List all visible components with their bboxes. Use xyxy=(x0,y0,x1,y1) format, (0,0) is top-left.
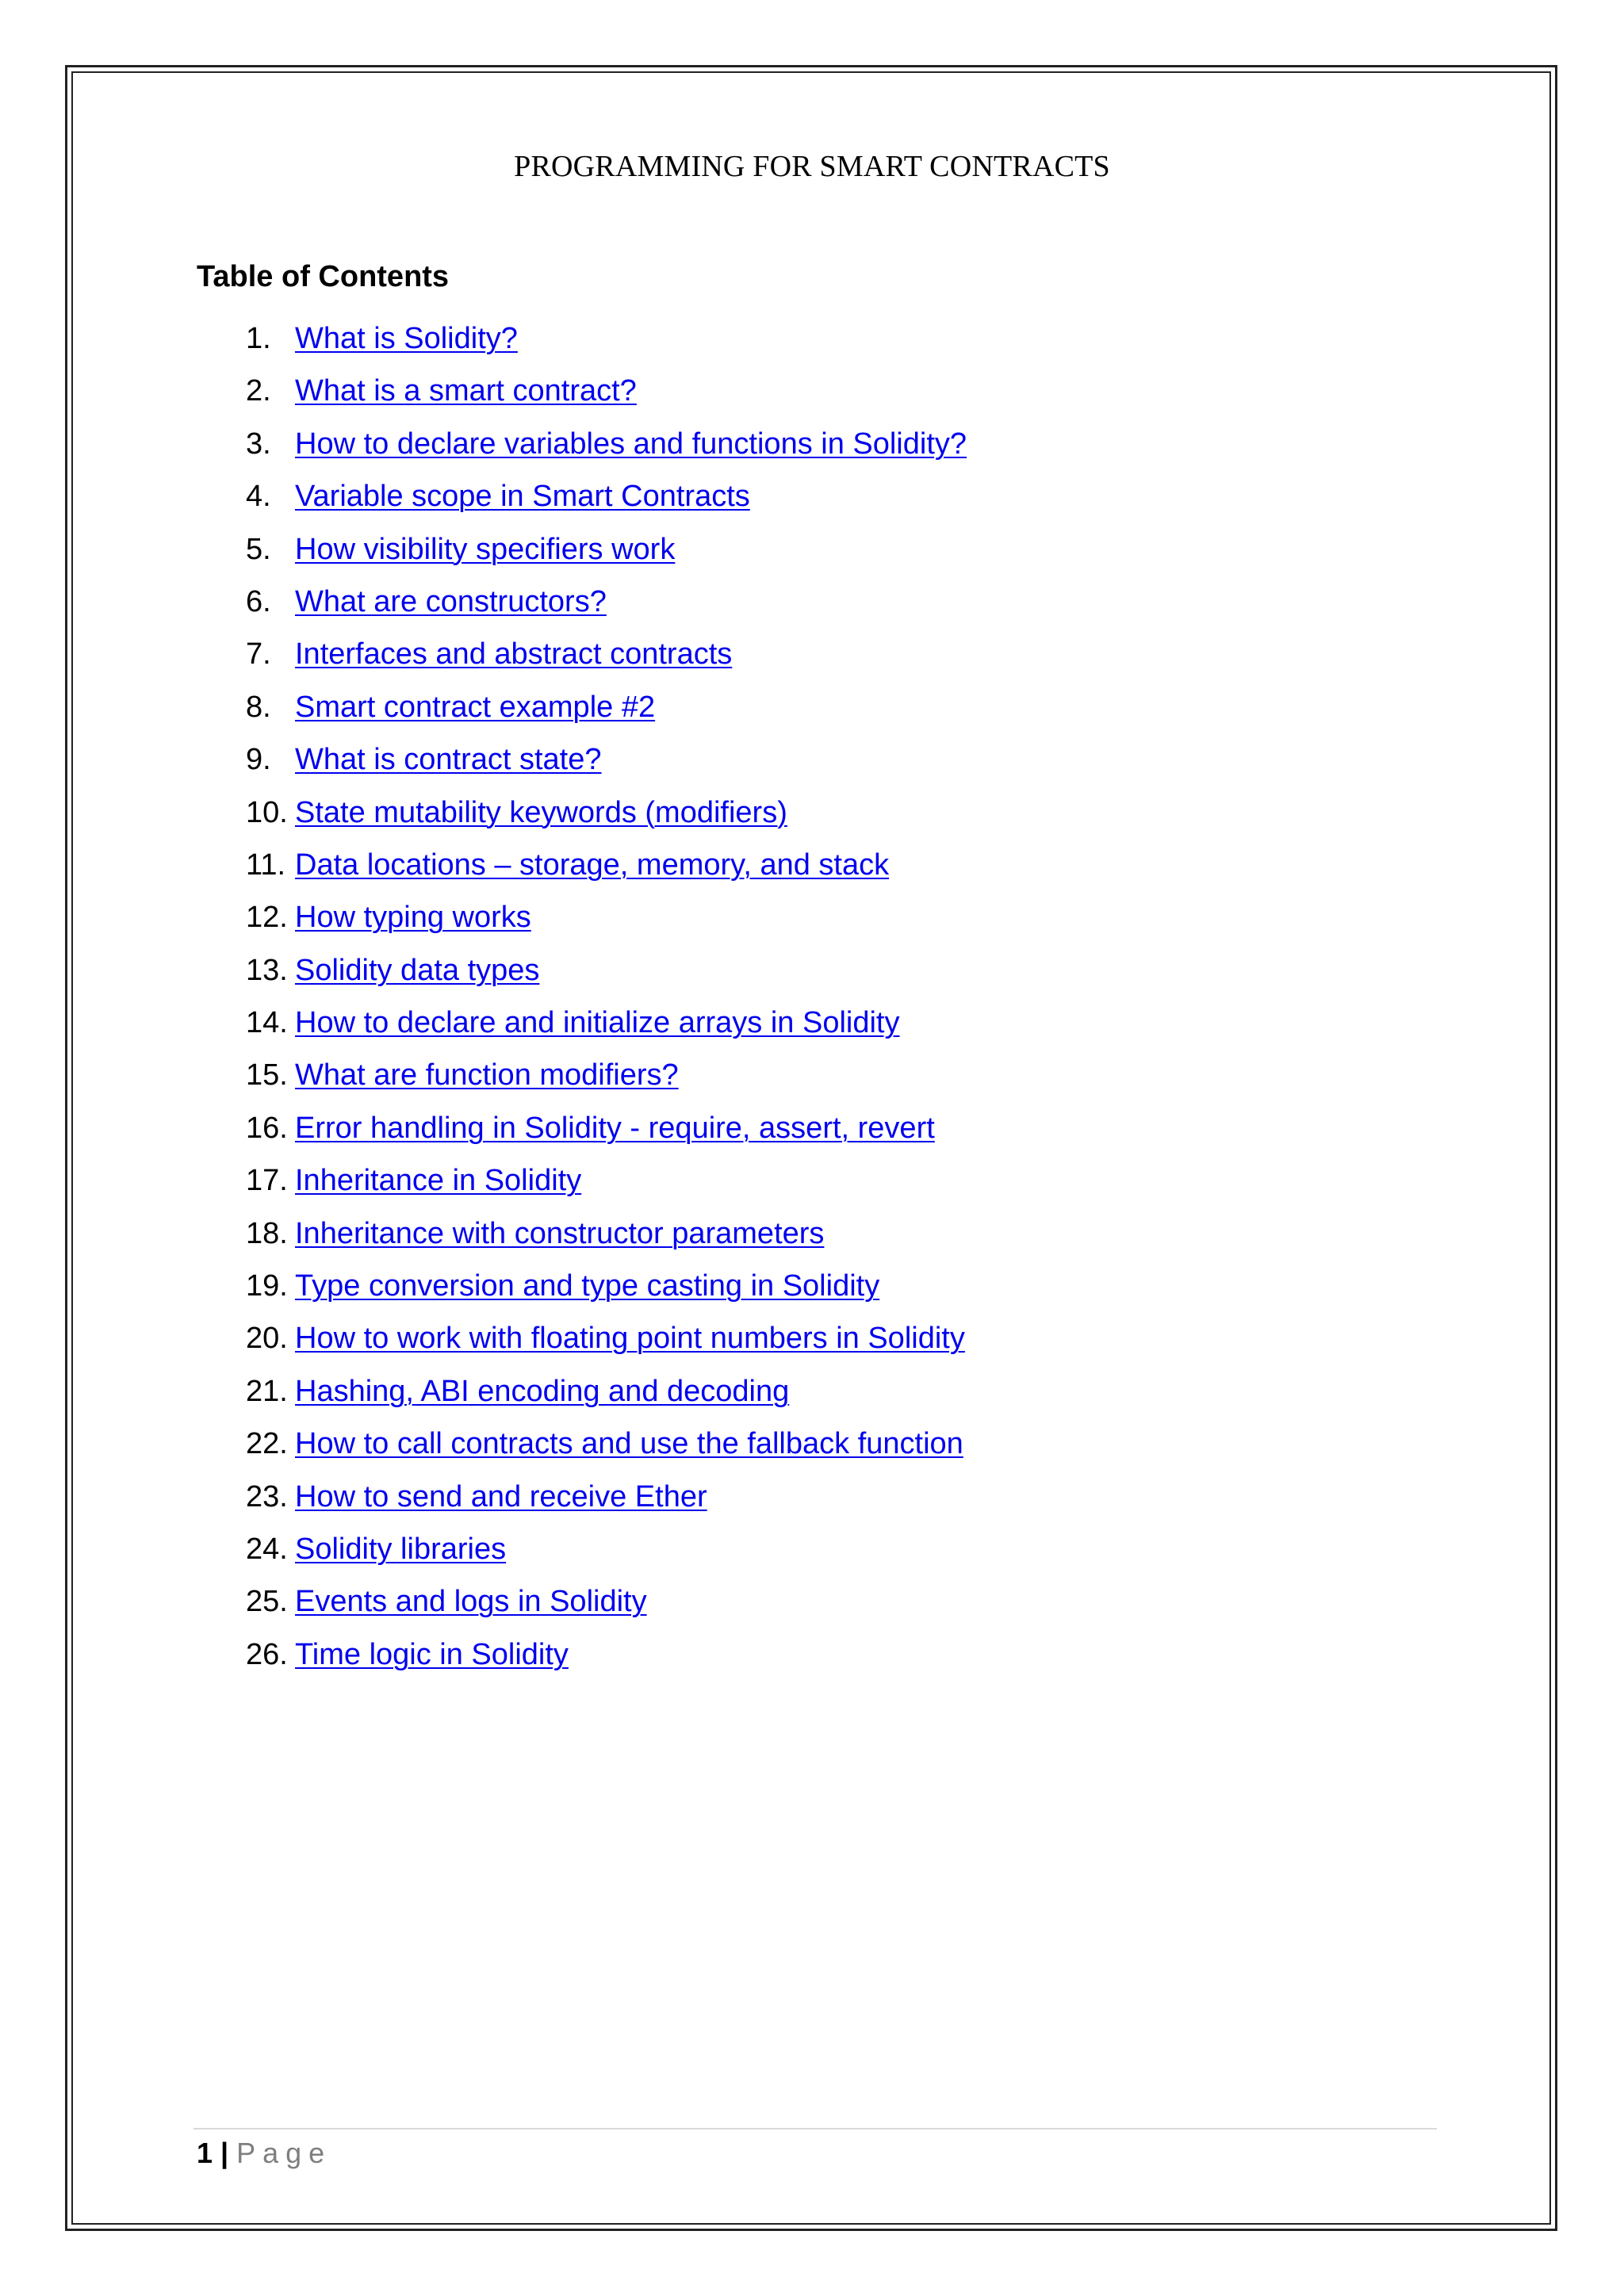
page-label: Page xyxy=(236,2137,332,2169)
toc-item-number: 8. xyxy=(246,690,271,724)
toc-item xyxy=(0,318,1624,370)
toc-item xyxy=(0,897,1624,949)
toc-item-number: 21. xyxy=(246,1374,288,1408)
toc-item-link[interactable]: How to declare and initialize arrays in Solidity xyxy=(295,1006,900,1040)
toc-item-number: 13. xyxy=(246,953,288,987)
page-footer xyxy=(197,2134,331,2172)
toc-item-link[interactable]: State mutability keywords (modifiers) xyxy=(295,795,787,829)
toc-item xyxy=(0,1002,1624,1054)
toc-item-link[interactable]: Events and logs in Solidity xyxy=(295,1585,647,1619)
toc-item-link[interactable]: Inheritance with constructor parameters xyxy=(295,1216,825,1250)
toc-item xyxy=(0,792,1624,844)
toc-item xyxy=(0,581,1624,633)
toc-item-link[interactable]: Solidity libraries xyxy=(295,1532,507,1566)
table-of-contents-list xyxy=(0,318,1624,1686)
page-number: 1 xyxy=(197,2137,213,2169)
toc-item-number: 15. xyxy=(246,1058,288,1093)
toc-item-link[interactable]: How to send and receive Ether xyxy=(295,1479,707,1513)
toc-item-number: 24. xyxy=(246,1532,288,1566)
toc-item-link[interactable]: Inheritance in Solidity xyxy=(295,1164,582,1198)
toc-item xyxy=(0,423,1624,476)
footer-divider xyxy=(193,2128,1437,2130)
toc-item-number: 9. xyxy=(246,743,271,777)
toc-item xyxy=(0,1476,1624,1529)
toc-heading: Table of Contents xyxy=(197,260,450,293)
toc-item xyxy=(0,1213,1624,1265)
toc-item-number: 11. xyxy=(246,848,286,882)
toc-item xyxy=(0,1318,1624,1370)
toc-item xyxy=(0,633,1624,686)
toc-item-number: 23. xyxy=(246,1479,288,1513)
toc-item-number: 16. xyxy=(246,1111,288,1145)
toc-item xyxy=(0,529,1624,581)
toc-item xyxy=(0,687,1624,739)
toc-item-number: 10. xyxy=(246,795,288,829)
toc-item-link[interactable]: Error handling in Solidity - require, assert, revert xyxy=(295,1111,935,1145)
toc-item-link[interactable]: Hashing, ABI encoding and decoding xyxy=(295,1374,790,1408)
footer-separator: | xyxy=(220,2137,229,2169)
toc-item-link[interactable]: What is a smart contract? xyxy=(295,374,637,408)
toc-item-link[interactable]: Data locations – storage, memory, and stack xyxy=(295,848,890,882)
toc-item-number: 3. xyxy=(246,427,271,461)
toc-item-number: 2. xyxy=(246,374,271,408)
toc-item-number: 20. xyxy=(246,1322,288,1356)
toc-item-link[interactable]: How typing works xyxy=(295,901,531,935)
toc-item-number: 5. xyxy=(246,532,271,566)
toc-item-number: 18. xyxy=(246,1216,288,1250)
toc-item-link[interactable]: What is contract state? xyxy=(295,743,602,777)
toc-item-link[interactable]: What are constructors? xyxy=(295,584,607,618)
toc-item-number: 12. xyxy=(246,901,288,935)
toc-item-number: 1. xyxy=(246,322,271,355)
toc-item-number: 17. xyxy=(246,1164,288,1198)
toc-item-number: 26. xyxy=(246,1637,288,1671)
toc-item-number: 22. xyxy=(246,1427,288,1461)
toc-item-link[interactable]: How to call contracts and use the fallback function xyxy=(295,1427,963,1461)
toc-item-number: 4. xyxy=(246,480,271,514)
toc-item xyxy=(0,1265,1624,1318)
toc-item-number: 25. xyxy=(246,1585,288,1619)
toc-item xyxy=(0,370,1624,423)
toc-item xyxy=(0,739,1624,791)
toc-item xyxy=(0,476,1624,528)
toc-item xyxy=(0,1581,1624,1633)
toc-item xyxy=(0,1371,1624,1423)
toc-item-link[interactable]: How to declare variables and functions in Solidity? xyxy=(295,427,967,461)
toc-item-link[interactable]: How visibility specifiers work xyxy=(295,532,676,566)
toc-item-number: 19. xyxy=(246,1269,288,1303)
toc-item xyxy=(0,950,1624,1002)
toc-item-number: 14. xyxy=(246,1006,288,1040)
toc-item-number: 6. xyxy=(246,584,271,618)
toc-item xyxy=(0,1054,1624,1107)
toc-item-link[interactable]: What are function modifiers? xyxy=(295,1058,679,1093)
toc-item-link[interactable]: Smart contract example #2 xyxy=(295,690,656,724)
toc-item xyxy=(0,1423,1624,1475)
toc-item-link[interactable]: Variable scope in Smart Contracts xyxy=(295,480,750,514)
toc-item-link[interactable]: What is Solidity? xyxy=(295,322,518,355)
toc-item xyxy=(0,1634,1624,1686)
toc-item-link[interactable]: Solidity data types xyxy=(295,953,540,987)
toc-item xyxy=(0,1108,1624,1160)
toc-item-number: 7. xyxy=(246,637,271,672)
document-header-title: PROGRAMMING FOR SMART CONTRACTS xyxy=(514,150,1110,183)
toc-item-link[interactable]: Interfaces and abstract contracts xyxy=(295,637,733,672)
toc-item-link[interactable]: Time logic in Solidity xyxy=(295,1637,569,1671)
toc-item-link[interactable]: How to work with floating point numbers in Solidity xyxy=(295,1322,965,1356)
toc-item xyxy=(0,1529,1624,1581)
toc-item xyxy=(0,1160,1624,1212)
toc-item xyxy=(0,844,1624,897)
toc-item-link[interactable]: Type conversion and type casting in Solidity xyxy=(295,1269,880,1303)
